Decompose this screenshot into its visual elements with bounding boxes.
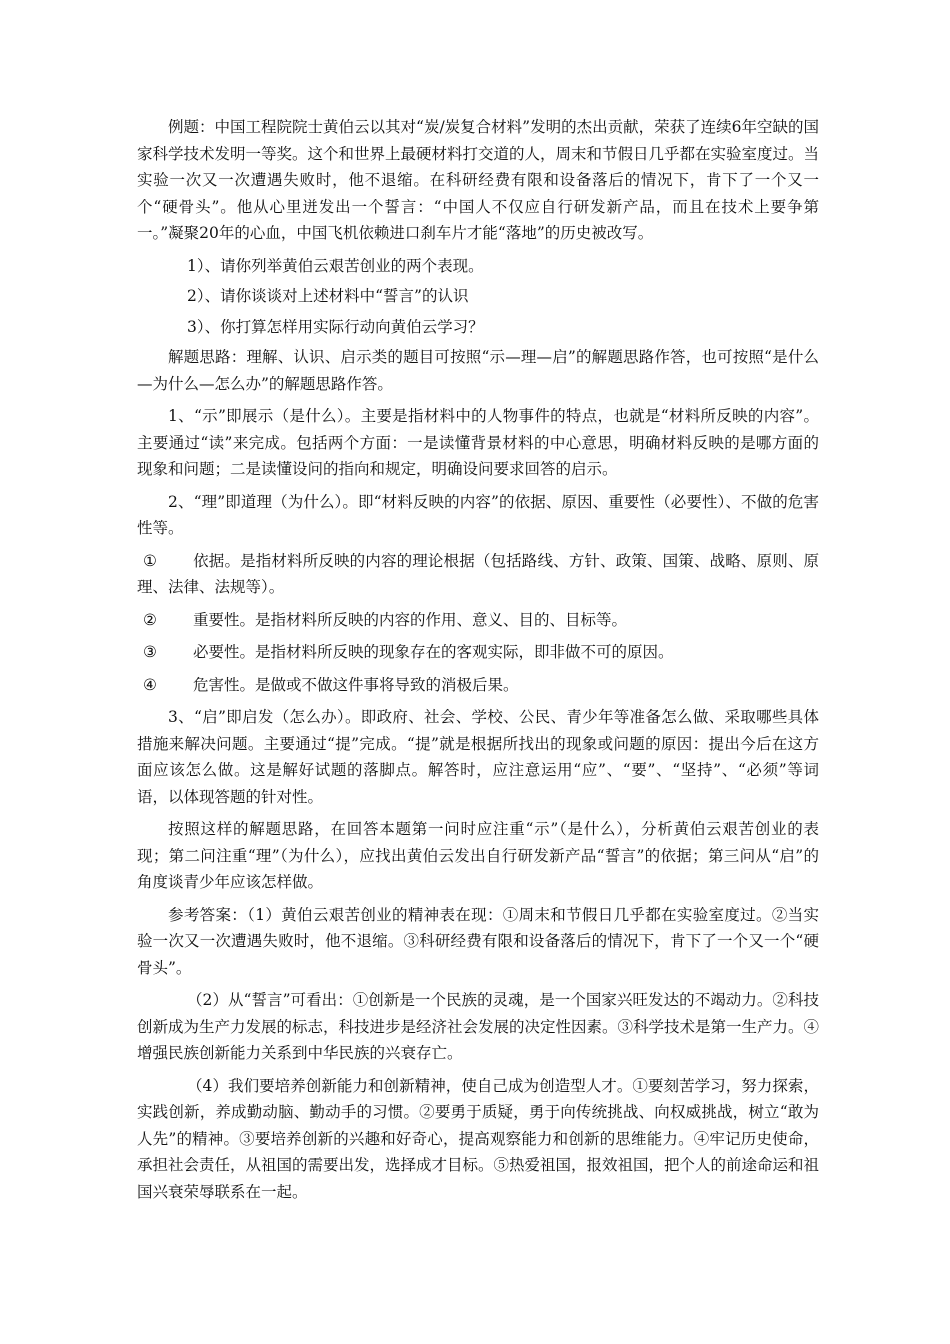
point-number: ④ (143, 675, 157, 694)
point-text: 危害性。是做或不做这件事将导致的消极后果。 (193, 675, 519, 694)
answer-3-paragraph: （4）我们要培养创新能力和创新精神，使自己成为创造型人才。①要刻苦学习，努力探索，实践创新，养成勤动脑、勤动手的习惯。②要勇于质疑，勇于向传统挑战、向权威挑战，树立“敢为人先”的精神。③要培养创新的兴趣和好奇心，提高观察能力和创新的思维能力。④牢记历史使命，承担社会责任，从祖国的需要出发，选择成才目标。⑤热爱祖国，报效祖国，把个人的前途命运和祖国兴衰荣辱联系在一起。 (137, 1076, 820, 1201)
step-2-paragraph: 2、“理”即道理（为什么）。即“材料反映的内容”的依据、原因、重要性（必要性）、不做的危害性等。 (137, 492, 819, 537)
point-3 (137, 639, 819, 666)
question-3: 3）、你打算怎样用实际行动向黄伯云学习？ (187, 317, 484, 336)
point-2 (137, 607, 819, 634)
example-paragraph: 例题：中国工程院院士黄伯云以其对“炭/炭复合材料”发明的杰出贡献，荣获了连续6年空缺的国家科学技术发明一等奖。这个和世界上最硬材料打交道的人，周末和节假日几乎都在实验室度过。当实验一次又一次遭遇失败时，他不退缩。在科研经费有限和设备落后的情况下，肯下了一个又一个“硬骨头”。他从心里迸发出一个誓言：“中国人不仅应自行研发新产品，而且在技术上要争第一。”凝聚20年的心血，中国飞机依赖进口刹车片才能“落地”的历史被改写。 (137, 118, 820, 242)
point-text: 重要性。是指材料所反映的内容的作用、意义、目的、目标等。 (193, 610, 628, 629)
point-text: 依据。是指材料所反映的内容的理论根据（包括路线、方针、政策、国策、战略、原则、原理、法律、法规等）。 (137, 551, 819, 596)
step-3-paragraph: 3、“启”即启发（怎么办）。即政府、社会、学校、公民、青少年等准备怎么做、采取哪些具体措施来解决问题。主要通过“提”完成。“提”就是根据所找出的现象或问题的原因：提出今后在这方面应该怎么做。这是解好试题的落脚点。解答时，应注意运用“应”、“要”、“坚持”、“必须”等词语，以体现答题的针对性。 (137, 708, 819, 806)
point-4 (137, 672, 819, 699)
point-number: ① (143, 551, 157, 570)
point-number: ③ (143, 643, 157, 661)
approach-paragraph: 解题思路：理解、认识、启示类的题目可按照“示—理—启”的解题思路作答，也可按照“是什么—为什么—怎么办”的解题思路作答。 (137, 348, 819, 393)
question-2: 2）、请你谈谈对上述材料中“誓言”的认识 (187, 287, 469, 305)
point-number: ② (143, 610, 157, 629)
point-1 (137, 548, 819, 601)
answer-1-paragraph: 参考答案：（1）黄伯云艰苦创业的精神表在现：①周末和节假日几乎都在实验室度过。②当实验一次又一次遭遇失败时，他不退缩。③科研经费有限和设备落后的情况下，肯下了一个又一个“硬骨头”。 (137, 905, 819, 977)
question-1: 1）、请你列举黄伯云艰苦创业的两个表现。 (187, 256, 484, 275)
document-body (137, 114, 819, 1211)
point-text: 必要性。是指材料所反映的现象存在的客观实际，即非做不可的原因。 (193, 643, 674, 661)
answer-2-paragraph: （2）从“誓言”可看出：①创新是一个民族的灵魂，是一个国家兴旺发达的不竭动力。②科技创新成为生产力发展的标志，科技进步是经济社会发展的决定性因素。③科学技术是第一生产力。④增强民族创新能力关系到中华民族的兴衰存亡。 (137, 991, 820, 1062)
step-1-paragraph: 1、“示”即展示（是什么）。主要是指材料中的人物事件的特点，也就是“材料所反映的内容”。主要通过“读”来完成。包括两个方面：一是读懂背景材料的中心意思，明确材料反映的是哪方面的现象和问题；二是读懂设问的指向和规定，明确设问要求回答的启示。 (137, 407, 819, 478)
apply-paragraph: 按照这样的解题思路，在回答本题第一问时应注重“示”（是什么），分析黄伯云艰苦创业的表现；第二问注重“理”（为什么），应找出黄伯云发出自行研发新产品“誓言”的依据；第三问从“启”的角度谈青少年应该怎样做。 (137, 820, 819, 891)
